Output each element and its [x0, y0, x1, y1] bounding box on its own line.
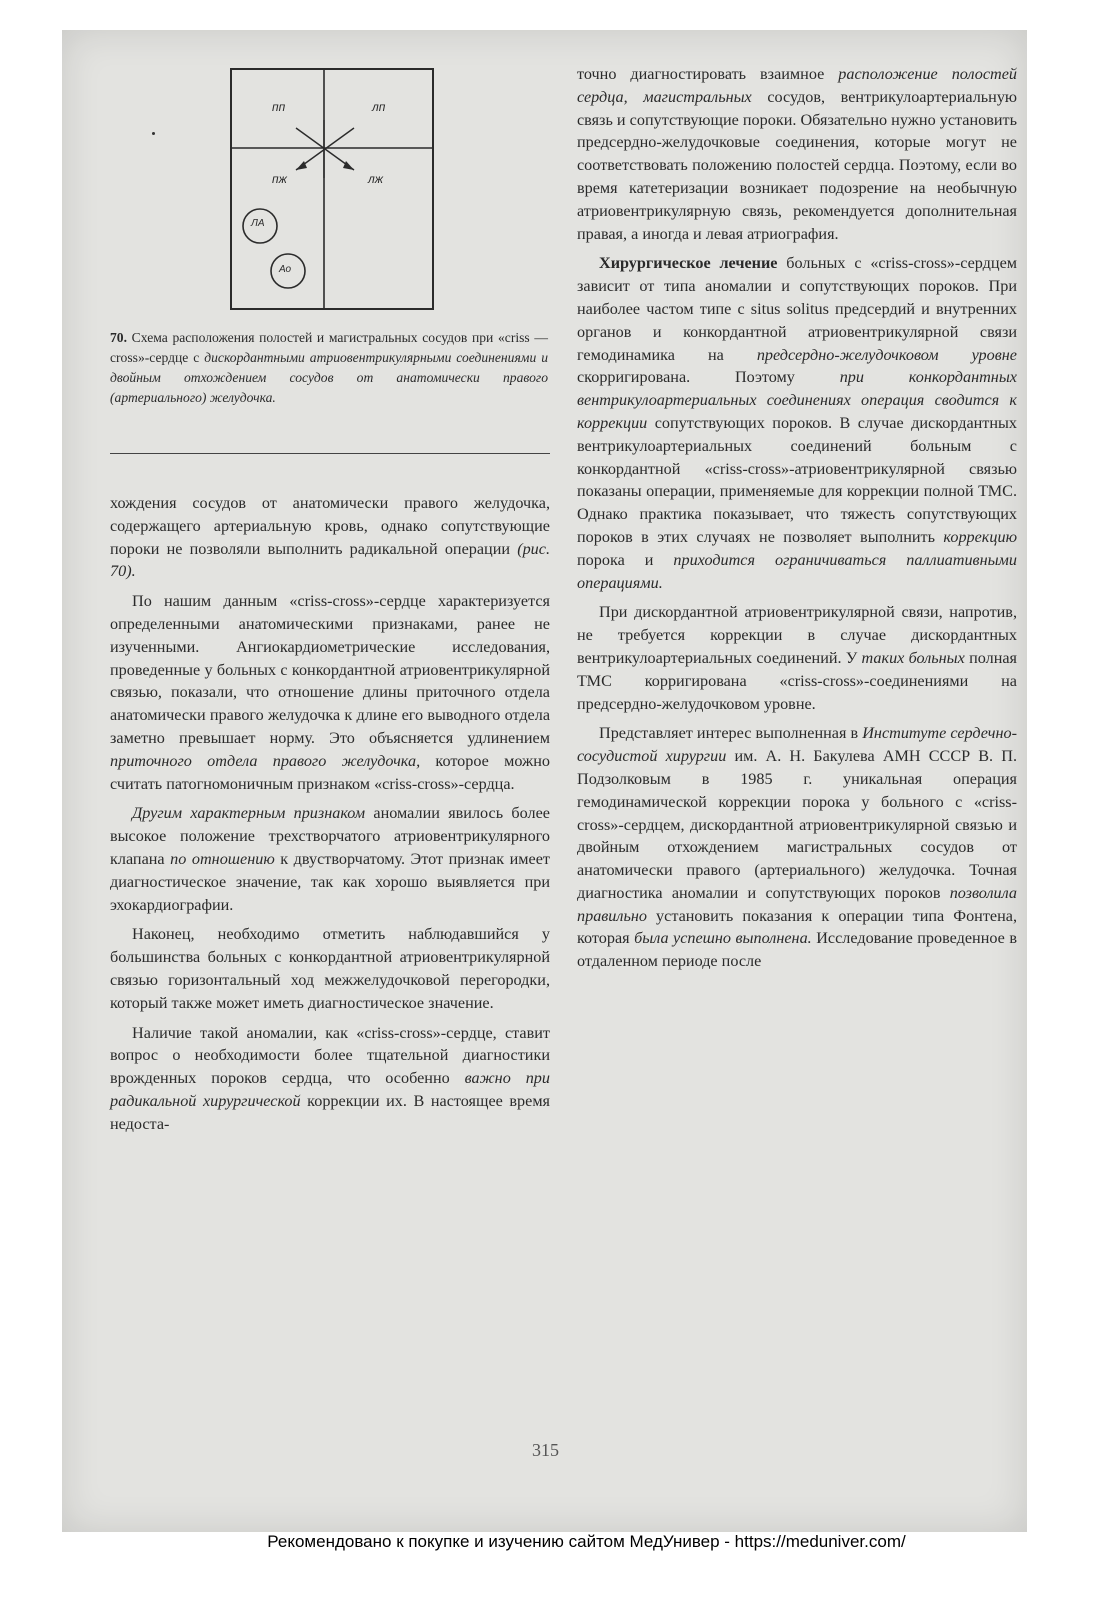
left-paragraph-3: Другим характерным признаком аномалии явилось более высокое положение трехстворчатого атриовентрикулярного клапана по отношению к двустворчатому. Этот признак имеет диагностическое значение, так как хорошо выявляется при эхокардиографии.: [110, 804, 550, 914]
scheme-lines: [232, 70, 432, 308]
arrowhead-left: [296, 161, 307, 170]
heart-scheme-diagram: [230, 68, 434, 310]
label-lp: лп: [372, 100, 386, 114]
right-paragraph-4: Представляет интерес выполненная в Институте сердечно-сосудистой хирургии им. А. Н. Бакулева АМН СССР В. П. Подзолковым в 1985 г. уникальная операция гемодинамической коррекции порока у больного с «criss-cross»-сердцем, дискордантной атриовентрикулярной связью и двойным отхождением магистральных сосудов от анатомически правого (артериального) желудочка. Точная диагностика аномалии и сопутствующих пороков позволила правильно установить показания к операции типа Фонтена, которая была успешно выполнена. Исследование проведенное в отдаленном периоде после: [577, 724, 1017, 971]
right-paragraph-1: точно диагностировать взаимное расположение полостей сердца, магистральных сосудов, вентрикулоартериальную связь и сопутствующие пороки. Обязательно нужно установить предсердно-желудочковые соединения, которые могут не соответствовать положению полостей сердца. Поэтому, если во время катетеризации возникает подозрение на необычную атриовентрикулярную связь, рекомендуется дополнительная правая, а иногда и левая атриография.: [577, 65, 1018, 243]
left-column: [110, 492, 550, 1136]
left-paragraph-2: По нашим данным «criss-cross»-сердце характеризуется определенными анатомическими признаками, ранее не изученными. Ангиокардиометрические исследования, проведенные у больных с конкордантной атриовентрикулярной связью, показали, что отношение длины приточного отдела анатомически правого желудочка к длине его выводного отдела заметно превышает норму. Это объясняется удлинением приточного отдела правого желудочка, которое можно считать патогномоничным признаком «criss-cross»-сердца.: [110, 592, 550, 793]
arrowhead-right: [343, 161, 354, 170]
label-pp: пп: [272, 100, 286, 114]
caption-rule: [110, 453, 550, 454]
right-paragraph-3: При дискордантной атриовентрикулярной связи, напротив, не требуется коррекции в случае дискордантных вентрикулоартериальных соединений. У таких больных полная ТМС корригирована «criss-cross»-соединениями на предсердно-желудочковом уровне.: [577, 603, 1017, 713]
left-paragraph-5: Наличие такой аномалии, как «criss-cross»-сердце, ставит вопрос о необходимости более тщательной диагностики врожденных пороков сердца, что особенно важно при радикальной хирургической коррекции их. В настоящее время недоста-: [110, 1023, 551, 1133]
label-lzh: лж: [368, 172, 384, 186]
caption-text-1: Схема расположения полостей и магистральных сосудов при «criss — cross»-сердце с: [110, 330, 548, 365]
left-paragraph-4: Наконец, необходимо отметить наблюдавшийся у большинства больных с конкордантной атриовентрикулярной связью горизонтальный ход межжелудочковой перегородки, который также может иметь диагностическое значение.: [110, 925, 550, 1012]
figure-caption: [110, 328, 548, 408]
caption-number: 70.: [110, 330, 127, 345]
book-page: [62, 30, 1027, 1532]
right-paragraph-2: Хирургическое лечение больных с «criss-cross»-сердцем зависит от типа аномалии и сопутствующих пороков. При наиболее частом типе с situs solitus предсердий и внутренних органов и конкордантной атриовентрикулярной связи гемодинамика на предсердно-желудочковом уровне скорригирована. Поэтому при конкордантных вентрикулоартериальных соединениях операция сводится к коррекции сопутствующих пороков. В случае дискордантных вентрикулоартериальных соединений больным с конкордантной «criss-cross»-атриовентрикулярной связью показаны операции, применяемые для коррекции полной ТМС. Однако практика показывает, что тяжесть сопутствующих пороков в этих случаях не позволяет выполнить коррекцию порока и приходится ограничиваться паллиативными операциями.: [577, 254, 1018, 592]
page-number: 315: [532, 1440, 559, 1460]
surgical-treatment-heading: Хирургическое лечение: [599, 254, 778, 273]
label-ao: Ао: [279, 264, 292, 275]
right-column: [577, 63, 1017, 973]
caption-text-2: дискордантными атриовентрикулярными соединениями и двойным отхождением сосудов от анатомически правого (артериального) желудочка.: [110, 350, 548, 405]
footer-recommendation: Рекомендовано к покупке и изучению сайтом МедУнивер - https://meduniver.com/: [267, 1532, 906, 1551]
label-la: ЛА: [251, 218, 265, 229]
label-pzh: пж: [272, 172, 287, 186]
left-paragraph-1: хождения сосудов от анатомически правого желудочка, содержащего артериальную кровь, однако сопутствующие пороки не позволяли выполнить радикальной операции (рис. 70).: [110, 494, 550, 581]
speck: [152, 132, 155, 135]
